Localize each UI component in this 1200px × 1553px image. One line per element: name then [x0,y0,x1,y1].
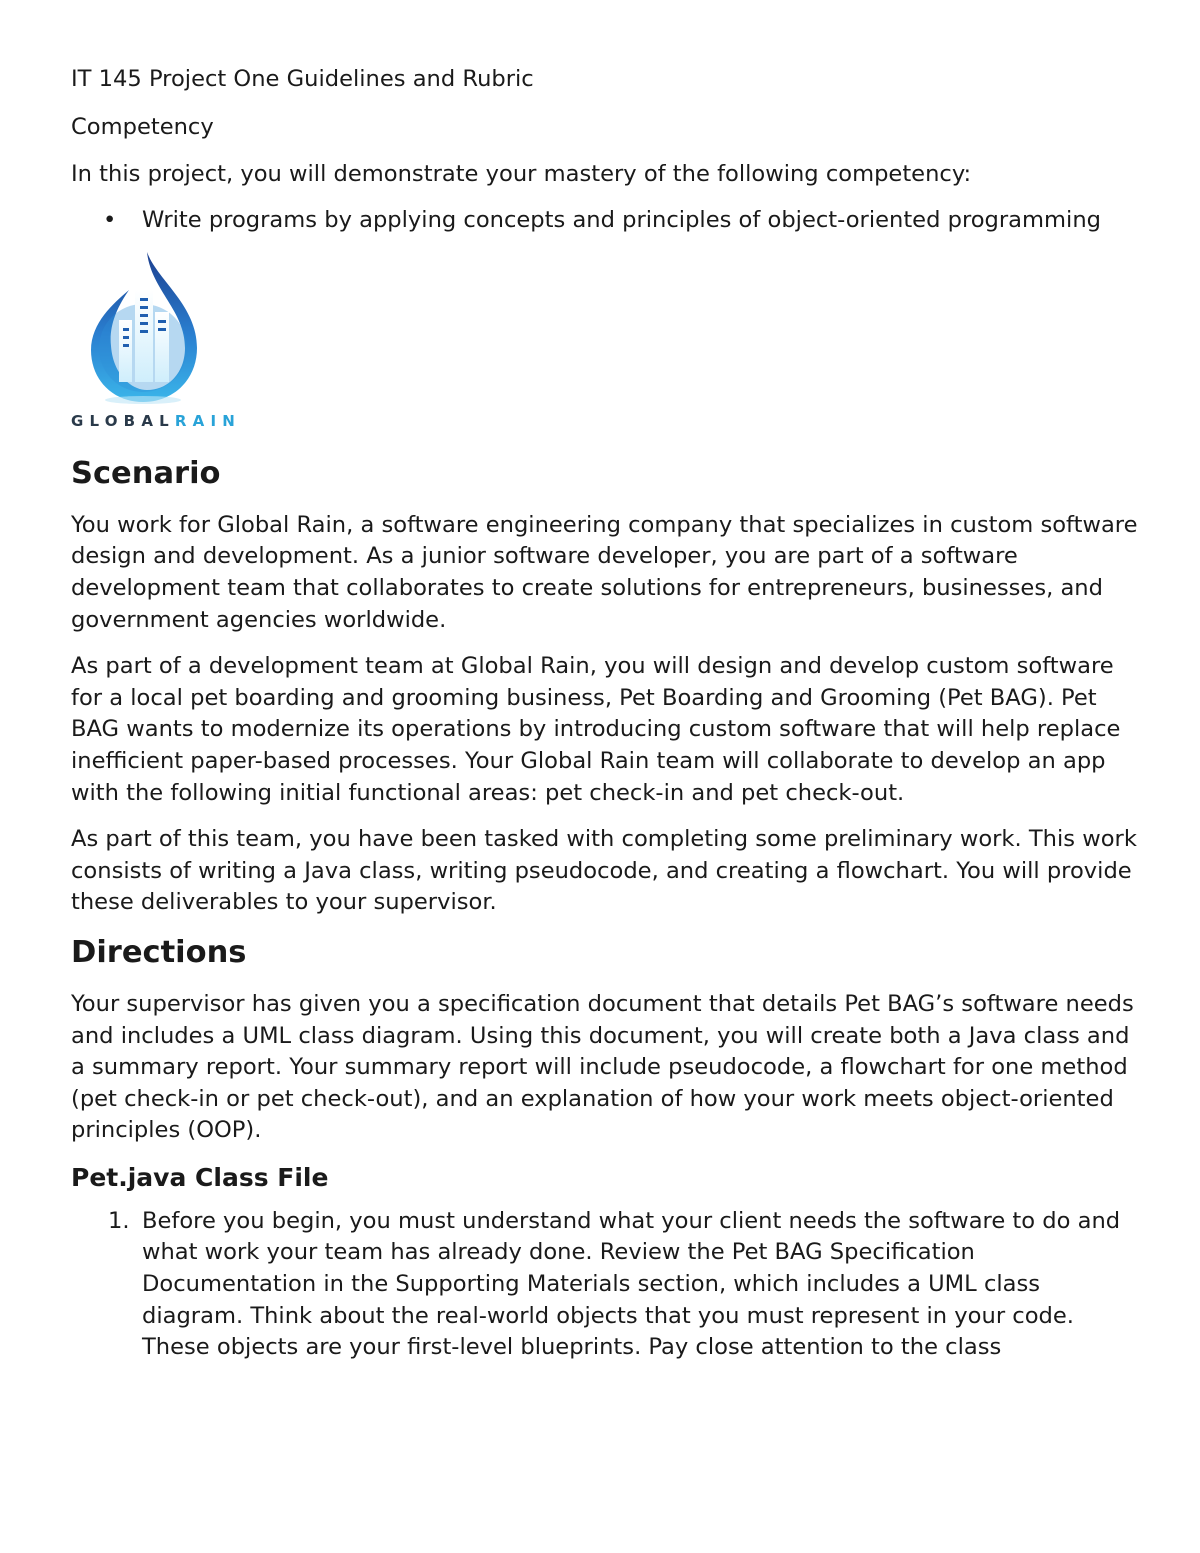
global-rain-logo-icon [85,250,205,410]
step-item [71,1206,1141,1364]
competency-label: Competency [71,113,214,140]
bullet-icon: • [103,206,117,233]
pet-java-steps [71,1206,1141,1364]
step-text: Before you begin, you must understand what your client needs the software to do and what work your team has already done. Review the Pet BAG Specification Documentation in the Supporting Materials section, which includes a UML class diagram. Think about the real-world objects that you must represent in your code. These objects are your first-level blueprints. Pay close attention to the class [142,1207,1121,1361]
pet-java-heading: Pet.java Class File [71,1162,329,1192]
scenario-heading: Scenario [71,455,221,491]
step-number: 1. [108,1207,130,1234]
document-page [71,64,1141,1364]
directions-heading: Directions [71,934,247,970]
scenario-paragraph: You work for Global Rain, a software engineering company that specializes in custom software design and development. As a junior software developer, you are part of a software development team that collaborates to create solutions for entrepreneurs, businesses, and government agencies worldwide. [71,511,1138,633]
document-title: IT 145 Project One Guidelines and Rubric [71,66,534,92]
directions-paragraph: Your supervisor has given you a specification document that details Pet BAG’s software needs and includes a UML class diagram. Using this document, you will create both a Java class and a summary report. Your summary report will include pseudocode, a flowchart for one method (pet check-in or pet check-out), and an explanation of how your work meets object-oriented principles (OOP). [71,990,1134,1144]
global-rain-logo [71,250,246,440]
wordmark-rain: RAIN [174,411,241,430]
competency-item-text: Write programs by applying concepts and principles of object-oriented programming [142,206,1101,233]
scenario-paragraph: As part of this team, you have been tasked with completing some preliminary work. This work consists of writing a Java class, writing pseudocode, and creating a flowchart. You will provide these deliverables to your supervisor. [71,826,1137,916]
scenario-paragraph: As part of a development team at Global Rain, you will design and develop custom software for a local pet boarding and grooming business, Pet Boarding and Grooming (Pet BAG). Pet BAG wants to modernize its operations by introducing custom software that will help replace inefficient paper-based processes. Your Global Rain team will collaborate to develop an app with the following initial functional areas: pet check-in and pet check-out. [71,653,1121,806]
competency-list [71,205,1141,236]
global-rain-wordmark [71,412,241,430]
competency-item [71,205,1141,236]
competency-intro: In this project, you will demonstrate your mastery of the following competency: [71,161,972,188]
wordmark-global: GLOBAL [71,411,175,430]
